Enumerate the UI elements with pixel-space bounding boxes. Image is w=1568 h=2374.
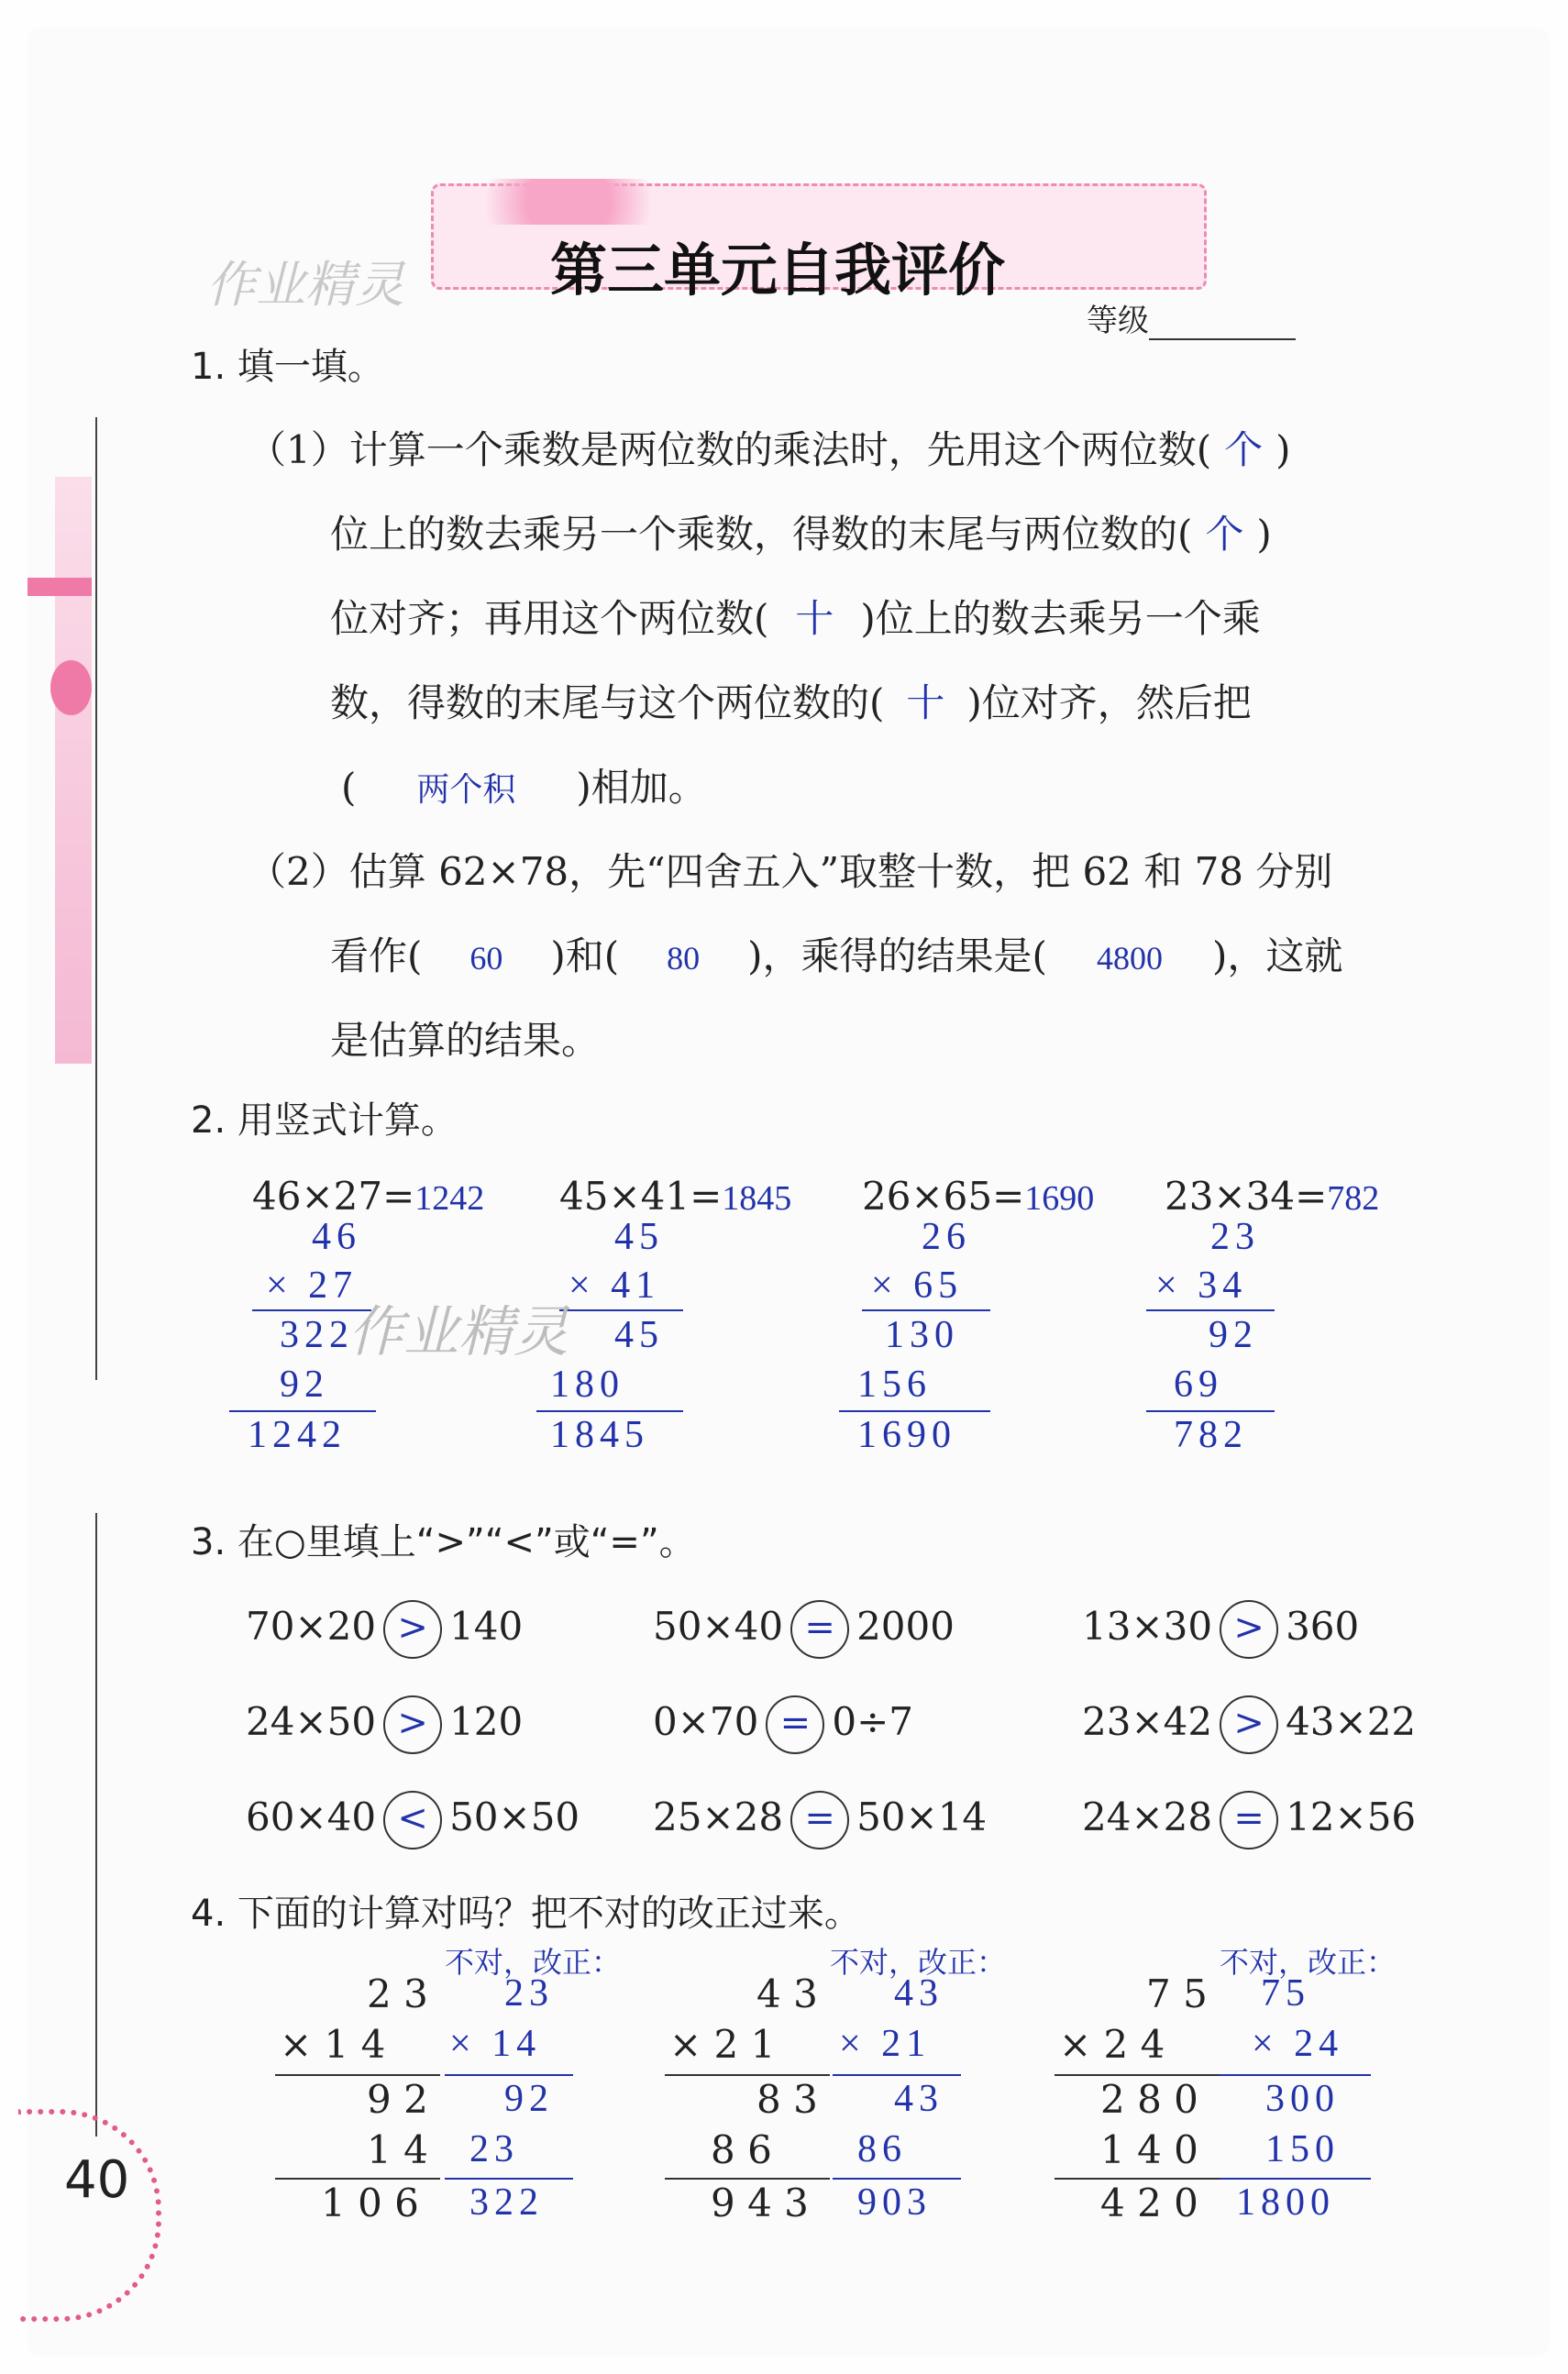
compare-circle[interactable]: >	[383, 1695, 442, 1754]
compare-circle[interactable]: >	[1220, 1600, 1278, 1659]
answer-blank[interactable]: 十	[795, 599, 834, 641]
q1-line2: 位上的数去乘另一个乘数，得数的末尾与两位数的( 个 )	[330, 504, 1272, 559]
answer-blank[interactable]: 个	[1205, 514, 1244, 557]
calc-digits: 1690	[857, 1414, 956, 1456]
calc-digits: 46	[312, 1216, 361, 1258]
compare-item: 50×40 = 2000	[653, 1600, 955, 1659]
q1-line7: 看作( 60 )和( 80 )，乘得的结果是( 4800 )，这就	[330, 933, 1343, 978]
watermark-2: 作业精灵	[348, 1300, 569, 1364]
calc-digits: 92	[1209, 1314, 1258, 1356]
calc-digits: 156	[857, 1364, 932, 1406]
calc-digits: × 27	[266, 1264, 359, 1307]
correction-digits: 86	[857, 2128, 907, 2170]
calc-digits: 1845	[550, 1414, 649, 1456]
answer-value[interactable]: 1845	[722, 1179, 792, 1218]
calc-digits: 8 3	[756, 2077, 818, 2122]
answer-blank[interactable]: 60	[469, 940, 503, 977]
calc-digits: 130	[885, 1314, 959, 1356]
calc-digits: × 34	[1155, 1264, 1248, 1307]
page-number: 40	[64, 2150, 130, 2210]
calc-digits: 92	[280, 1364, 329, 1406]
compare-item: 24×28 = 12×56	[1082, 1791, 1416, 1850]
calc-digits: 7 5	[1146, 1971, 1208, 2016]
answer-blank[interactable]: 两个积	[416, 771, 516, 808]
q1-line1: （1）计算一个乘数是两位数的乘法时，先用这个两位数( 个 )	[248, 420, 1291, 475]
calc-digits: 23	[1210, 1216, 1260, 1258]
correction-digits: × 14	[449, 2023, 542, 2065]
compare-item: 70×20 > 140	[246, 1600, 523, 1659]
compare-circle[interactable]: <	[383, 1791, 442, 1850]
calc-digits: 4 3	[756, 1971, 818, 2016]
correction-label: 不对，改正：	[830, 1946, 1007, 1979]
calc-digits: 26	[922, 1216, 971, 1258]
compare-item: 0×70 = 0÷7	[653, 1695, 913, 1754]
answer-blank[interactable]: 4800	[1096, 940, 1163, 977]
page-title: 第三单元自我评价	[550, 237, 1006, 304]
q1-line5: ( 两个积 )相加。	[341, 765, 707, 810]
calc-digits: × 2 4	[1059, 2022, 1165, 2067]
answer-blank[interactable]: 十	[906, 683, 945, 725]
calc-digits: 9 4 3	[711, 2181, 809, 2225]
calc-digits: 9 2	[367, 2077, 428, 2122]
calc-digits: 2 8 0	[1100, 2077, 1198, 2122]
compare-item: 24×50 > 120	[246, 1695, 523, 1754]
correction-digits: 23	[469, 2128, 519, 2170]
flower-garland-icon	[431, 179, 706, 225]
answer-value[interactable]: 782	[1327, 1179, 1380, 1218]
calc-digits: × 65	[871, 1264, 964, 1307]
q3-heading: 3. 在○里填上“>”“<”或“=”。	[191, 1521, 696, 1563]
calc-digits: 4 2 0	[1100, 2181, 1198, 2225]
calc-digits: 1 0 6	[321, 2181, 419, 2225]
calc-digits: 45	[614, 1314, 664, 1356]
grade-label: 等级	[1087, 295, 1296, 340]
pink-side-decoration	[55, 477, 92, 1064]
calc-digits: 2 3	[367, 1971, 428, 2016]
compare-item: 13×30 > 360	[1082, 1600, 1359, 1659]
calc-digits: × 2 1	[669, 2022, 776, 2067]
compare-item: 23×42 > 43×22	[1082, 1695, 1416, 1754]
compare-circle[interactable]: >	[383, 1600, 442, 1659]
calc-digits: 1 4 0	[1100, 2127, 1198, 2172]
compare-item: 25×28 = 50×14	[653, 1791, 987, 1850]
calc-digits: 45	[614, 1216, 664, 1258]
q2-heading: 2. 用竖式计算。	[191, 1099, 458, 1142]
calc-digits: 180	[550, 1364, 624, 1406]
q1-line6: （2）估算 62×78，先“四舍五入”取整十数，把 62 和 78 分别	[248, 849, 1333, 894]
q2-problem: 23×34=782	[1165, 1174, 1380, 1219]
calc-digits: 69	[1174, 1364, 1223, 1406]
correction-digits: 1800	[1236, 2181, 1335, 2224]
compare-circle[interactable]: =	[790, 1600, 849, 1659]
left-margin-line	[95, 417, 97, 1380]
correction-digits: 300	[1265, 2078, 1340, 2120]
calc-digits: × 1 4	[280, 2022, 386, 2067]
grade-blank[interactable]	[1149, 302, 1296, 340]
q1-line4: 数，得数的末尾与这个两位数的( 十 )位对齐，然后把	[330, 673, 1252, 728]
watermark: 作业精灵	[206, 256, 404, 314]
compare-circle[interactable]: >	[1220, 1695, 1278, 1754]
calc-digits: 782	[1174, 1414, 1248, 1456]
answer-blank[interactable]: 个	[1224, 430, 1264, 472]
q2-problem: 45×41=1845	[559, 1174, 792, 1219]
answer-value[interactable]: 1690	[1024, 1179, 1095, 1218]
correction-digits: 43	[894, 1972, 944, 2015]
calc-digits: 1 4	[367, 2127, 428, 2172]
compare-circle[interactable]: =	[1220, 1791, 1278, 1850]
correction-digits: 150	[1265, 2128, 1340, 2170]
compare-circle[interactable]: =	[766, 1695, 824, 1754]
compare-circle[interactable]: =	[790, 1791, 849, 1850]
calc-digits: 8 6	[711, 2127, 772, 2172]
correction-digits: × 24	[1252, 2023, 1344, 2065]
q4-heading: 4. 下面的计算对吗？把不对的改正过来。	[191, 1893, 861, 1935]
correction-digits: 43	[894, 2078, 944, 2120]
correction-digits: 92	[504, 2078, 554, 2120]
q1-line3: 位对齐；再用这个两位数( 十 )位上的数去乘另一个乘	[330, 589, 1261, 644]
left-margin-line-lower	[95, 1513, 97, 2137]
calc-digits: × 41	[569, 1264, 661, 1307]
correction-digits: × 21	[839, 2023, 932, 2065]
q1-heading: 1. 填一填。	[191, 346, 384, 388]
correction-digits: 903	[857, 2181, 932, 2224]
correction-digits: 322	[469, 2181, 544, 2224]
answer-blank[interactable]: 80	[667, 940, 701, 977]
pink-stripe	[28, 578, 92, 596]
q2-problem: 26×65=1690	[862, 1174, 1095, 1219]
q2-problem: 46×27=1242	[252, 1174, 485, 1219]
calc-digits: 1242	[248, 1414, 347, 1456]
answer-value[interactable]: 1242	[414, 1179, 485, 1218]
flower-icon	[50, 660, 92, 715]
q1-line8: 是估算的结果。	[330, 1018, 601, 1063]
correction-label: 不对，改正：	[445, 1946, 622, 1979]
correction-label: 不对，改正：	[1220, 1946, 1397, 1979]
correction-digits: 75	[1261, 1972, 1310, 2015]
correction-digits: 23	[504, 1972, 554, 2015]
compare-item: 60×40 < 50×50	[246, 1791, 580, 1850]
calc-digits: 322	[280, 1314, 354, 1356]
